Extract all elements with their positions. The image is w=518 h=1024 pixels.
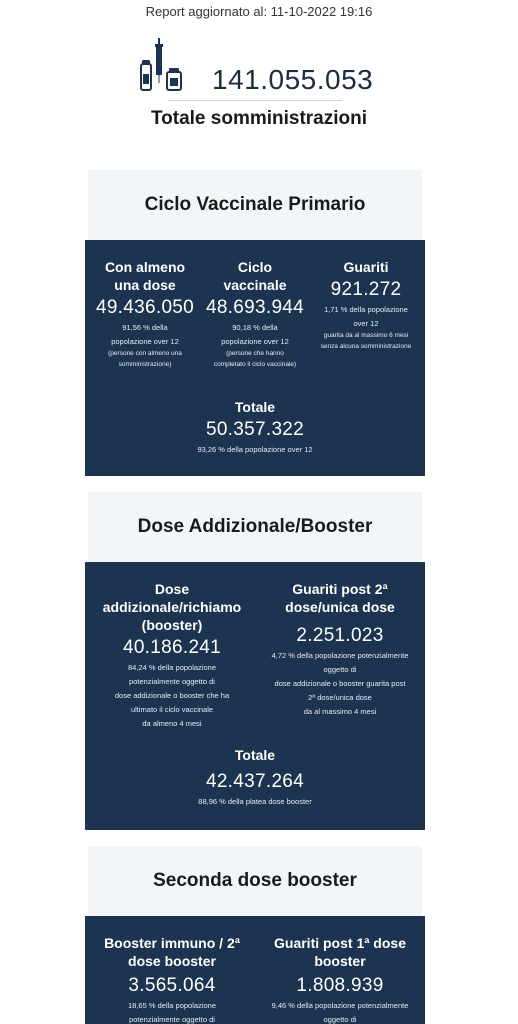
stat-percentage: 9,46 % della popolazione potenzialmente: [271, 1001, 409, 1010]
stat-heading: Booster immuno / 2ª: [104, 935, 240, 951]
stat-heading: Ciclo: [237, 259, 273, 275]
stat-value: 2.251.023: [296, 625, 384, 646]
section-title-booster: Dose Addizionale/Booster: [88, 492, 422, 562]
stat-second-booster: [85, 934, 259, 1024]
stat-percentage: 91,56 % della: [122, 323, 168, 332]
stat-note: (persone che hanno: [226, 350, 284, 357]
stat-value: 49.436.050: [95, 297, 195, 318]
stat-percentage: popolazione over 12: [221, 337, 289, 346]
section-title-primary: Ciclo Vaccinale Primario: [88, 170, 422, 240]
stat-percentage: over 12: [353, 319, 379, 328]
stat-percentage: 88,96 % della platea dose booster: [198, 797, 312, 806]
stat-note: oggetto di: [323, 665, 357, 674]
vaccine-syringe-icon: [138, 38, 184, 92]
stat-heading: una dose: [114, 277, 176, 293]
stat-heading: Guariti post 1ª dose: [274, 935, 406, 951]
stat-recovered-post-dose: [255, 580, 425, 718]
stat-heading: dose/unica dose: [285, 599, 395, 615]
stat-percentage: 1,71 % della popolazione: [324, 305, 408, 314]
stat-heading: addizionale/richiamo: [102, 599, 242, 615]
stat-primary-total: [85, 398, 425, 456]
stat-vaccine-cycle: [201, 258, 309, 370]
stat-note: dose addizionale o booster guarita post: [274, 679, 406, 688]
stat-note: guarita da al massimo 6 mesi: [323, 332, 409, 339]
stat-note: dose addizionale o booster che ha: [114, 691, 230, 700]
stat-percentage: 18,65 % della popolazione: [128, 1001, 216, 1010]
stat-percentage: 4,72 % della popolazione potenzialmente: [271, 651, 409, 660]
stat-note: potenzialmente oggetto di: [129, 677, 215, 686]
primary-panel: [85, 240, 425, 476]
stat-note: senza alcuna somministrazione: [320, 343, 412, 350]
stat-heading: Totale: [234, 747, 276, 763]
stat-percentage: 90,18 % della: [232, 323, 278, 332]
stat-heading: Totale: [234, 399, 276, 415]
total-administrations-value: 141.055.053: [212, 64, 374, 95]
stat-note: completato il ciclo vaccinale): [213, 361, 297, 368]
stat-heading: Dose: [154, 581, 190, 597]
stat-note: ultimato il ciclo vaccinale: [130, 705, 214, 714]
stat-heading: Con almeno: [104, 259, 186, 275]
second-booster-panel: [85, 916, 425, 1024]
report-updated-label: Report aggiornato al: 11-10-2022 19:16: [145, 4, 373, 19]
stat-note: oggetto di: [323, 1015, 357, 1024]
stat-percentage: 93,26 % della popolazione over 12: [197, 445, 313, 454]
stat-value: 40.186.241: [122, 637, 222, 658]
section-title-second-booster: Seconda dose booster: [88, 846, 422, 916]
stat-value: 48.693.944: [205, 297, 305, 318]
stat-heading: booster: [314, 953, 366, 969]
stat-value: 42.437.264: [205, 771, 305, 792]
stat-note: da al massimo 4 mesi: [303, 707, 377, 716]
stat-recovered-post-booster: [255, 934, 425, 1024]
stat-heading: Guariti post 2ª: [292, 581, 388, 597]
stat-value: 3.565.064: [128, 975, 216, 996]
stat-at-least-one-dose: [85, 258, 205, 370]
stat-additional-dose: [85, 580, 259, 730]
stat-value: 50.357.322: [205, 419, 305, 440]
stat-note: da almeno 4 mesi: [142, 719, 202, 728]
stat-heading: Guariti: [343, 259, 389, 275]
stat-value: 1.808.939: [296, 975, 384, 996]
stat-percentage: 84,24 % della popolazione: [128, 663, 216, 672]
booster-panel: [85, 562, 425, 830]
stat-heading: (booster): [141, 617, 203, 633]
stat-heading: vaccinale: [223, 277, 287, 293]
divider: [168, 100, 342, 101]
stat-note: (persone con almeno una: [108, 350, 182, 357]
stat-value: 921.272: [330, 279, 402, 300]
stat-note: 2ª dose/unica dose: [308, 693, 372, 702]
hero-summary: [0, 36, 518, 136]
stat-heading: dose booster: [128, 953, 216, 969]
stat-note: somministrazione): [118, 361, 172, 368]
stat-percentage: popolazione over 12: [111, 337, 179, 346]
stat-note: potenzialmente oggetto di: [129, 1015, 215, 1024]
stat-booster-total: [85, 746, 425, 808]
total-administrations-label: Totale somministrazioni: [150, 108, 368, 129]
stat-recovered: [307, 258, 425, 352]
